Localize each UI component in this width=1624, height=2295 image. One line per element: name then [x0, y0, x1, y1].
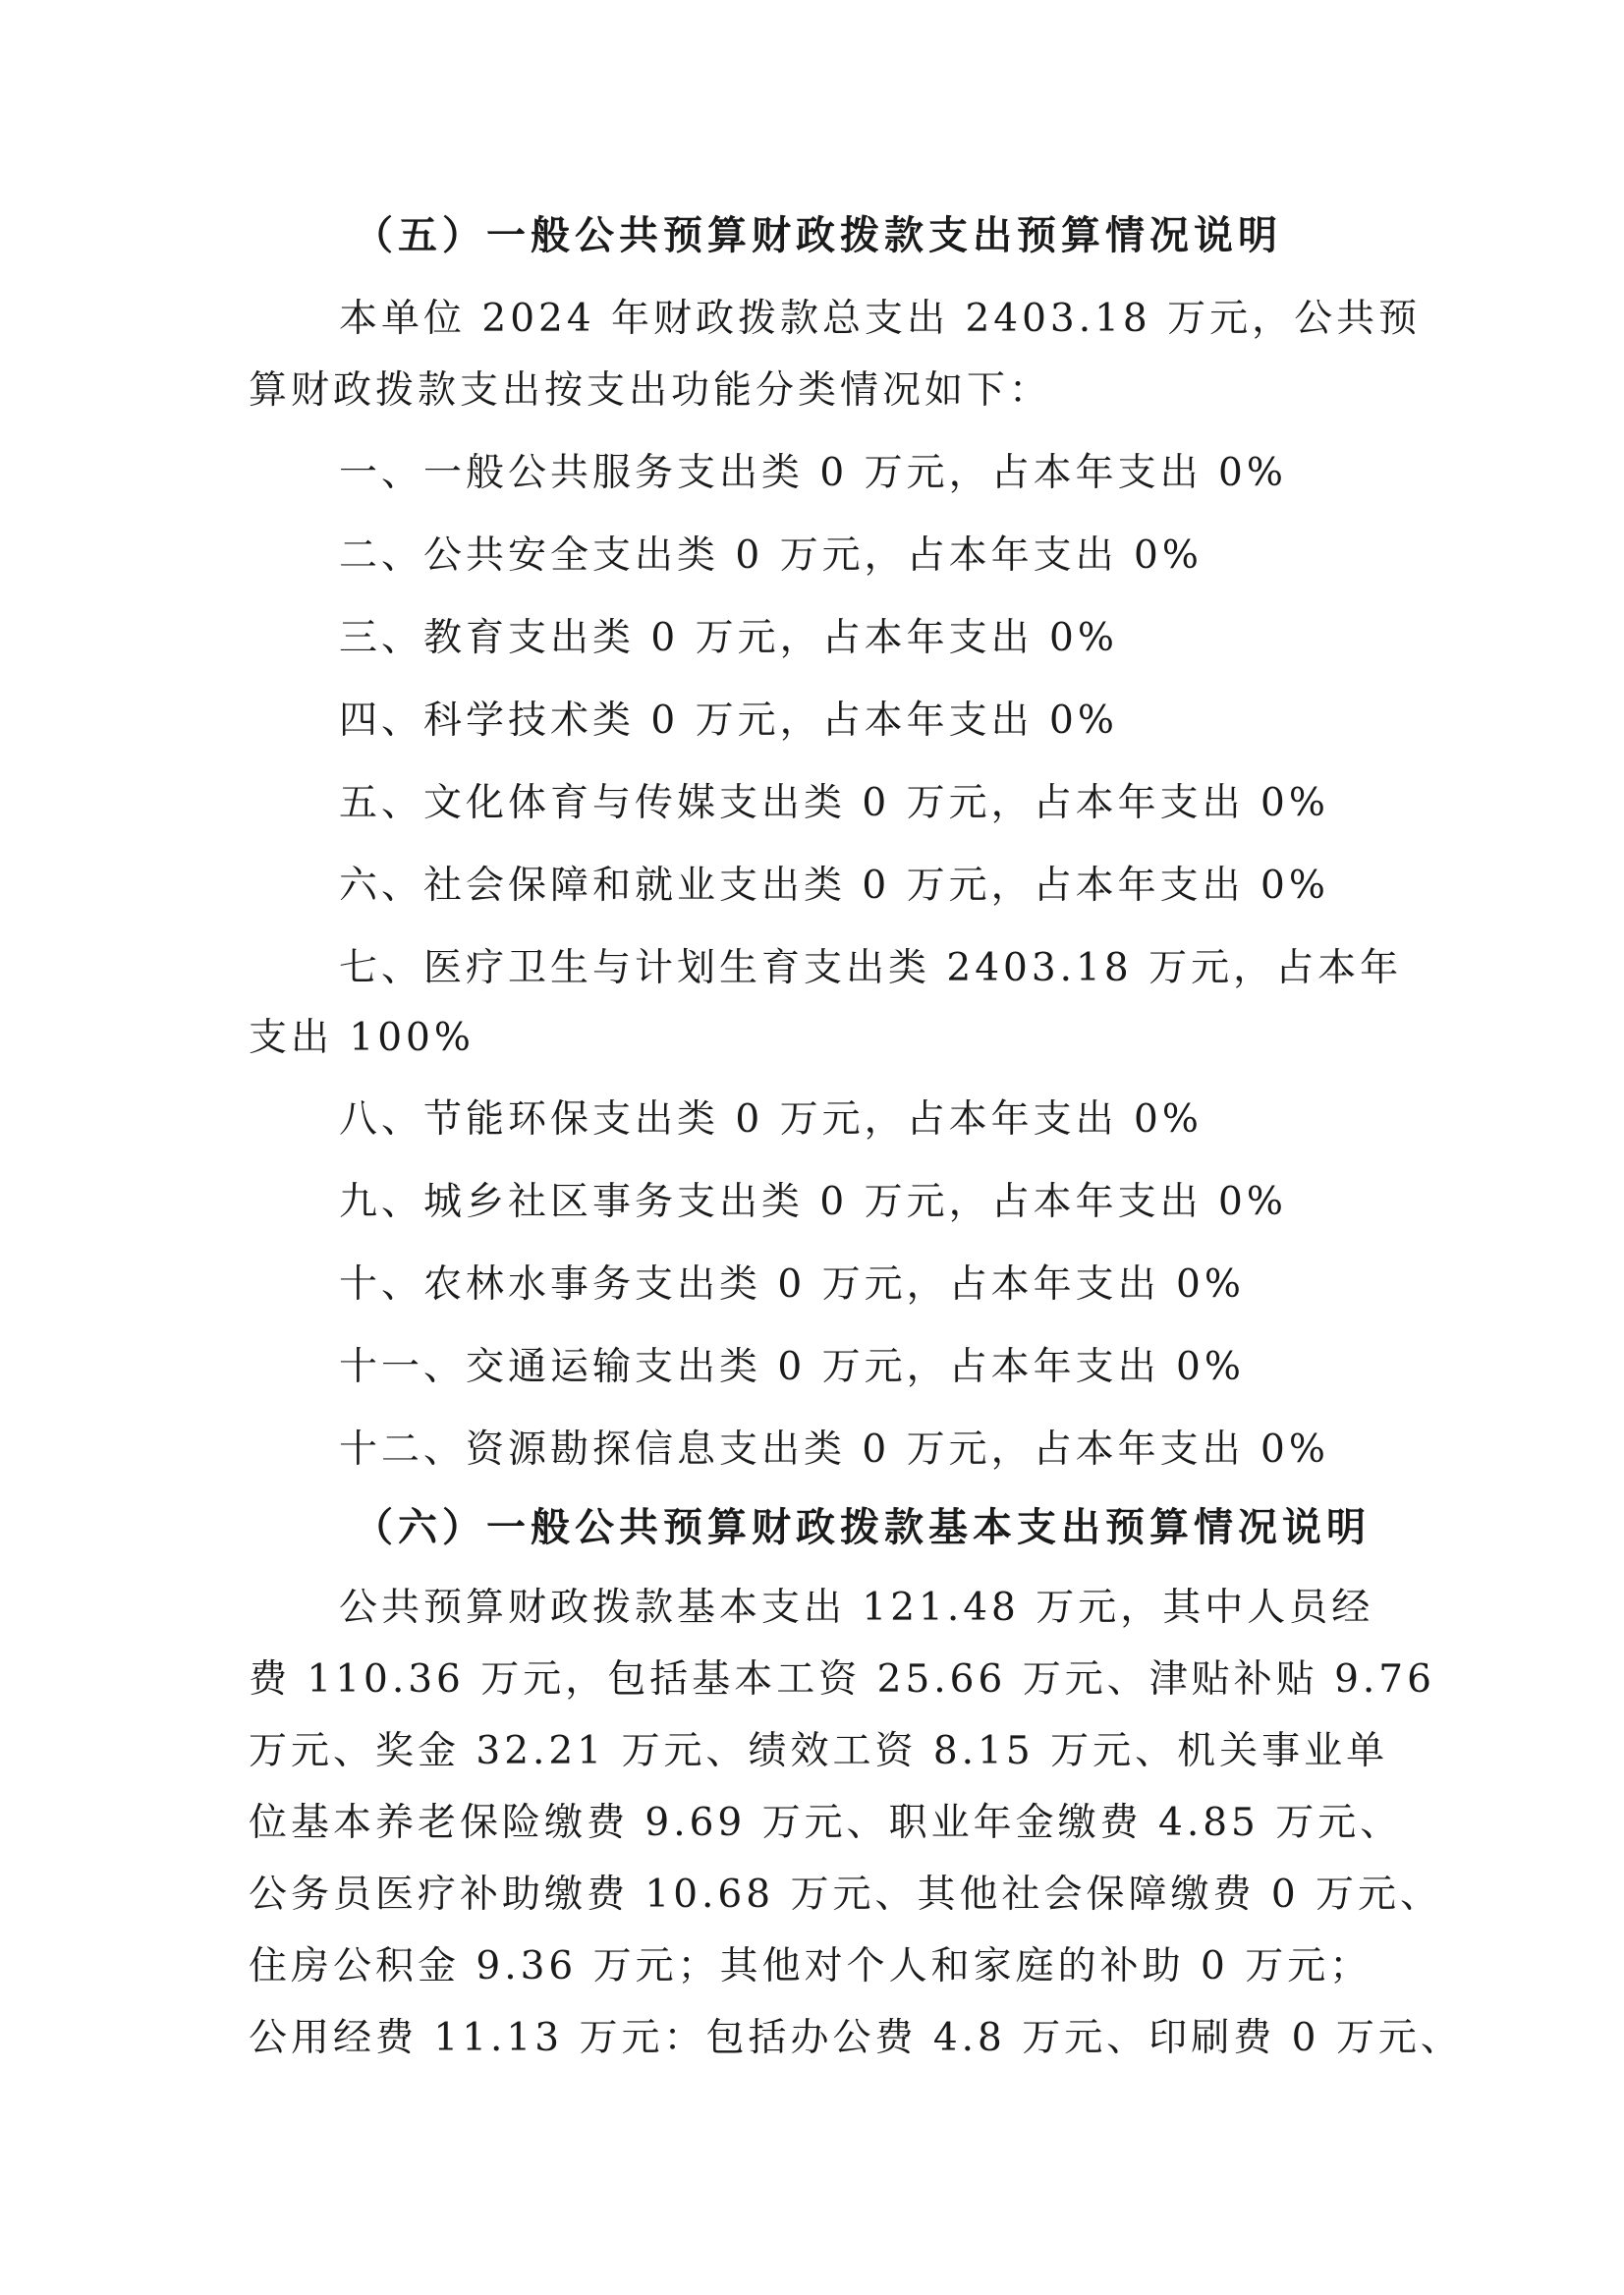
section6-paragraph-line-5: 公务员医疗补助缴费 10.68 万元、其他社会保障缴费 0 万元、: [249, 1873, 1443, 1917]
section6-paragraph-line-7: 公用经费 11.13 万元：包括办公费 4.8 万元、印刷费 0 万元、: [249, 2016, 1463, 2060]
item-science-technology: 四、科学技术类 0 万元，占本年支出 0%: [339, 699, 1118, 743]
item-urban-rural-community: 九、城乡社区事务支出类 0 万元，占本年支出 0%: [339, 1180, 1287, 1224]
item-energy-environment: 八、节能环保支出类 0 万元，占本年支出 0%: [339, 1097, 1203, 1142]
item-resource-exploration: 十二、资源勘探信息支出类 0 万元，占本年支出 0%: [339, 1427, 1329, 1472]
section6-paragraph-line-2: 费 110.36 万元，包括基本工资 25.66 万元、津贴补贴 9.76: [249, 1657, 1435, 1702]
item-health-family-planning-cont: 支出 100%: [249, 1016, 475, 1060]
section5-heading: （五）一般公共预算财政拨款支出预算情况说明: [354, 212, 1282, 258]
item-general-public-services: 一、一般公共服务支出类 0 万元，占本年支出 0%: [339, 451, 1287, 495]
section5-intro-line-1: 本单位 2024 年财政拨款总支出 2403.18 万元，公共预: [339, 297, 1422, 341]
section6-paragraph-line-6: 住房公积金 9.36 万元；其他对个人和家庭的补助 0 万元；: [249, 1944, 1372, 1988]
item-health-family-planning: 七、医疗卫生与计划生育支出类 2403.18 万元，占本年: [339, 946, 1403, 990]
section6-paragraph-line-4: 位基本养老保险缴费 9.69 万元、职业年金缴费 4.85 万元、: [249, 1801, 1403, 1845]
item-culture-sports-media: 五、文化体育与传媒支出类 0 万元，占本年支出 0%: [339, 781, 1329, 825]
item-education: 三、教育支出类 0 万元，占本年支出 0%: [339, 616, 1118, 660]
item-social-security: 六、社会保障和就业支出类 0 万元，占本年支出 0%: [339, 864, 1329, 908]
section6-paragraph-line-3: 万元、奖金 32.21 万元、绩效工资 8.15 万元、机关事业单: [249, 1729, 1389, 1773]
section6-paragraph-line-1: 公共预算财政拨款基本支出 121.48 万元，其中人员经: [339, 1586, 1374, 1630]
item-public-security: 二、公共安全支出类 0 万元，占本年支出 0%: [339, 533, 1203, 578]
section5-intro-line-2: 算财政拨款支出按支出功能分类情况如下：: [249, 368, 1052, 413]
item-transportation: 十一、交通运输支出类 0 万元，占本年支出 0%: [339, 1345, 1245, 1389]
section6-heading: （六）一般公共预算财政拨款基本支出预算情况说明: [354, 1504, 1371, 1550]
item-agriculture-forestry-water: 十、农林水事务支出类 0 万元，占本年支出 0%: [339, 1262, 1245, 1307]
